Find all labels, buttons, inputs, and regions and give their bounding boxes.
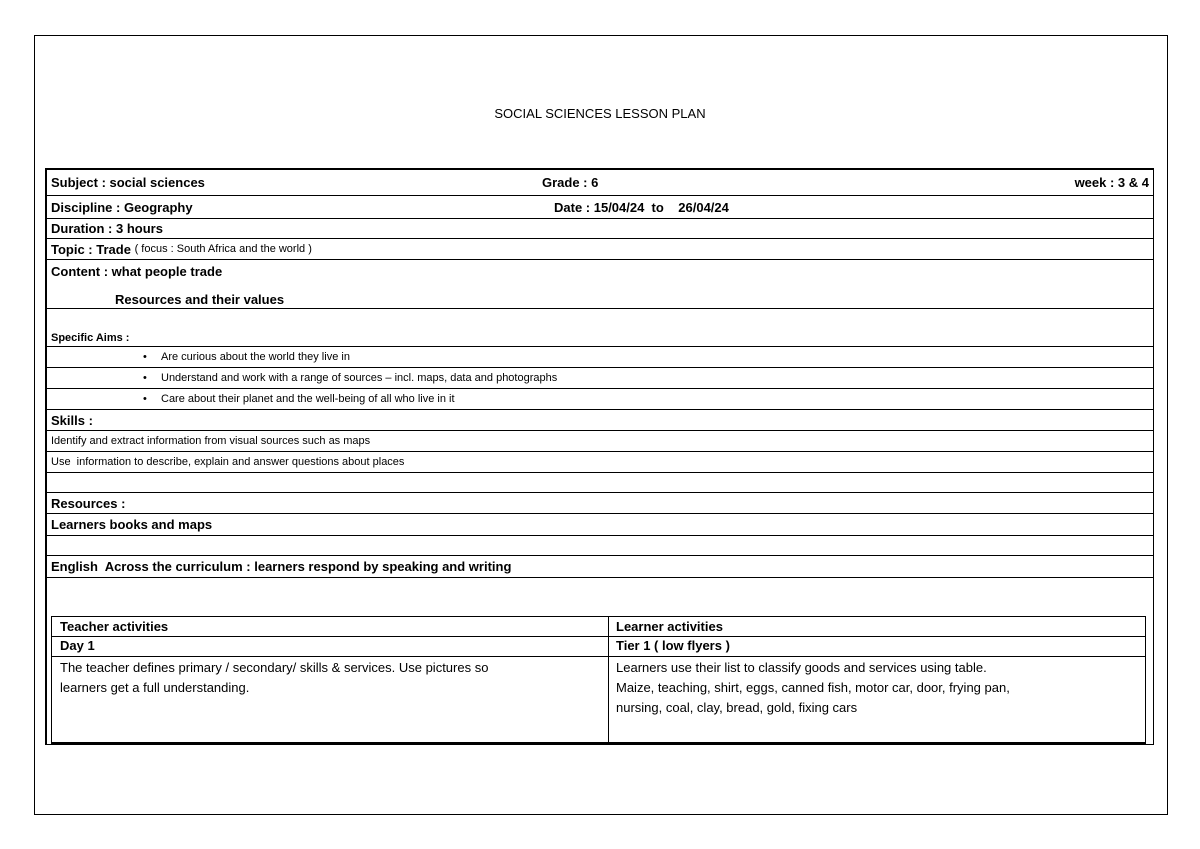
teacher-day-label: Day 1 <box>60 638 95 653</box>
row-divider <box>52 636 1145 637</box>
empty-row <box>47 536 1153 556</box>
aim-row <box>47 347 1153 368</box>
skill-item: Identify and extract information from visual sources such as maps <box>51 435 371 447</box>
topic-focus: ( focus : South Africa and the world ) <box>134 243 312 255</box>
resources-value: Learners books and maps <box>51 517 213 532</box>
bullet-icon: • <box>143 351 147 363</box>
skill-row <box>47 452 1153 473</box>
topic-cell <box>51 239 312 259</box>
week-label: week : 3 & 4 <box>1074 175 1149 190</box>
skill-item: Use information to describe, explain and answer questions about places <box>51 456 405 468</box>
aim-item: • Care about their planet and the well-being of all who live in it <box>143 393 455 405</box>
specific-aims-row <box>47 330 1153 347</box>
grade-label: Grade : 6 <box>542 175 599 190</box>
duration-row <box>47 219 1153 239</box>
english-row <box>47 556 1153 578</box>
resources-values-heading: Resources and their values <box>115 292 285 307</box>
learner-activity-line: nursing, coal, clay, bread, gold, fixing cars <box>616 700 858 715</box>
resources-row <box>47 493 1153 514</box>
teacher-activities-header: Teacher activities <box>60 619 169 634</box>
discipline-label: Discipline : Geography <box>51 199 193 215</box>
aim-row <box>47 389 1153 410</box>
duration-label: Duration : 3 hours <box>51 221 163 236</box>
skills-label: Skills : <box>51 412 93 428</box>
row-divider <box>52 656 1145 657</box>
english-label: English Across the curriculum : learners respond by speaking and writing <box>51 559 512 574</box>
aim-item: • Understand and work with a range of sources – incl. maps, data and photographs <box>143 372 558 384</box>
subject-label: Subject : social sciences <box>51 175 205 190</box>
date-label: Date : 15/04/24 to 26/04/24 <box>554 199 729 215</box>
aim-item: • Are curious about the world they live in <box>143 351 350 363</box>
resources-value-row <box>47 514 1153 536</box>
learner-activities-header: Learner activities <box>616 619 723 634</box>
bullet-icon: • <box>143 393 147 405</box>
lesson-plan-table <box>45 168 1154 745</box>
resources-label: Resources : <box>51 495 126 511</box>
content-label: Content : what people trade <box>51 264 223 279</box>
empty-row <box>47 473 1153 493</box>
activities-table <box>51 616 1146 744</box>
discipline-row <box>47 196 1153 219</box>
skill-row <box>47 431 1153 452</box>
skills-row <box>47 410 1153 431</box>
specific-aims-label: Specific Aims : <box>51 332 130 344</box>
teacher-activity-line: The teacher defines primary / secondary/ skills & services. Use pictures so <box>60 660 489 675</box>
content-row <box>47 260 1153 309</box>
learner-tier-label: Tier 1 ( low flyers ) <box>616 638 730 653</box>
page-title: SOCIAL SCIENCES LESSON PLAN <box>494 106 706 121</box>
resources-values-row <box>47 309 1153 330</box>
topic-label: Topic : Trade <box>51 241 131 257</box>
topic-row <box>47 239 1153 260</box>
bullet-icon: • <box>143 372 147 384</box>
aim-row <box>47 368 1153 389</box>
teacher-activity-line: learners get a full understanding. <box>60 680 250 695</box>
subject-row <box>47 170 1153 196</box>
learner-activity-line: Learners use their list to classify goods and services using table. <box>616 660 987 675</box>
learner-activity-line: Maize, teaching, shirt, eggs, canned fish, motor car, door, frying pan, <box>616 680 1010 695</box>
